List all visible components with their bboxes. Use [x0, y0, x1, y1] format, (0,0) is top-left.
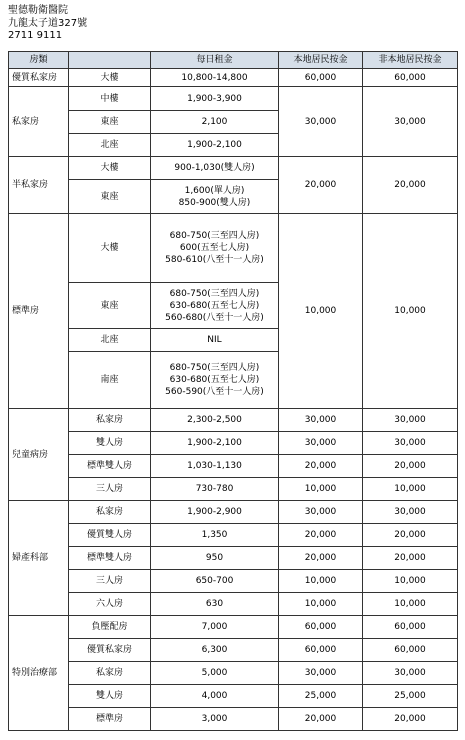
col-header-local-deposit: 本地居民按金: [279, 52, 363, 69]
local-deposit-cell: 20,000: [279, 455, 363, 478]
sub-type-cell: 私家房: [69, 409, 151, 432]
nonlocal-deposit-cell: 30,000: [363, 501, 458, 524]
nonlocal-deposit-cell: 10,000: [363, 478, 458, 501]
daily-rate-line: 7,000: [201, 622, 228, 632]
daily-rate-line: 1,900-2,100: [187, 438, 242, 448]
room-type-cell: 特別治療部: [9, 616, 69, 731]
table-row: [9, 214, 458, 283]
local-deposit-cell: 20,000: [279, 547, 363, 570]
table-row: [9, 69, 458, 87]
daily-rate-cell: [151, 639, 279, 662]
hospital-address: 九龍太子道327號: [8, 17, 88, 29]
table-row: [9, 87, 458, 111]
nonlocal-deposit-cell: 25,000: [363, 685, 458, 708]
table-row: [9, 593, 458, 616]
daily-rate-line: 900-1,030(雙人房): [174, 163, 255, 173]
daily-rate-line: 730-780: [195, 484, 234, 494]
daily-rate-cell: [151, 570, 279, 593]
nonlocal-deposit-cell: 10,000: [363, 214, 458, 409]
daily-rate-line: 5,000: [201, 668, 228, 678]
table-row: [9, 547, 458, 570]
table-row: [9, 455, 458, 478]
daily-rate-cell: [151, 409, 279, 432]
daily-rate-line: 6,300: [201, 645, 228, 655]
room-type-cell: 標準房: [9, 214, 69, 409]
nonlocal-deposit-cell: 20,000: [363, 157, 458, 214]
table-row: [9, 708, 458, 731]
daily-rate-cell: [151, 283, 279, 329]
sub-type-cell: 三人房: [69, 570, 151, 593]
daily-rate-cell: [151, 478, 279, 501]
daily-rate-cell: [151, 352, 279, 409]
sub-type-cell: 東座: [69, 111, 151, 134]
sub-type-cell: 東座: [69, 180, 151, 214]
col-header-sub: [69, 52, 151, 69]
hospital-name: 聖德勒衛醫院: [8, 5, 68, 16]
table-row: [9, 157, 458, 180]
sub-type-cell: 六人房: [69, 593, 151, 616]
local-deposit-cell: 20,000: [279, 524, 363, 547]
daily-rate-line: 950: [205, 553, 224, 563]
table-row: [9, 662, 458, 685]
hospital-header: [8, 5, 87, 43]
daily-rate-cell: [151, 111, 279, 134]
local-deposit-cell: 60,000: [279, 616, 363, 639]
daily-rate-cell: [151, 134, 279, 157]
sub-type-cell: 三人房: [69, 478, 151, 501]
daily-rate-line: 630-680(五至七人房): [169, 300, 260, 311]
sub-type-cell: 大樓: [69, 214, 151, 283]
local-deposit-cell: 10,000: [279, 478, 363, 501]
table-row: [9, 685, 458, 708]
sub-type-cell: 雙人房: [69, 685, 151, 708]
table-row: [9, 570, 458, 593]
local-deposit-cell: 30,000: [279, 501, 363, 524]
room-type-cell: 兒童病房: [9, 409, 69, 501]
daily-rate-cell: [151, 662, 279, 685]
nonlocal-deposit-cell: 20,000: [363, 708, 458, 731]
room-type-cell: 半私家房: [9, 157, 69, 214]
local-deposit-cell: 60,000: [279, 639, 363, 662]
nonlocal-deposit-cell: 30,000: [363, 87, 458, 157]
daily-rate-line: 650-700: [195, 576, 234, 586]
daily-rate-cell: [151, 685, 279, 708]
room-type-cell: 優質私家房: [9, 69, 69, 87]
nonlocal-deposit-cell: 30,000: [363, 432, 458, 455]
daily-rate-line: 1,600(單人房): [184, 185, 245, 196]
nonlocal-deposit-cell: 10,000: [363, 570, 458, 593]
local-deposit-cell: 20,000: [279, 708, 363, 731]
sub-type-cell: 標準雙人房: [69, 547, 151, 570]
col-header-room-type: 房類: [9, 52, 69, 69]
nonlocal-deposit-cell: 60,000: [363, 616, 458, 639]
daily-rate-line: 680-750(三至四人房): [169, 363, 260, 373]
local-deposit-cell: 30,000: [279, 409, 363, 432]
sub-type-cell: 南座: [69, 352, 151, 409]
table-row: [9, 432, 458, 455]
daily-rate-cell: [151, 547, 279, 570]
daily-rate-line: 1,350: [201, 530, 228, 540]
sub-type-cell: 私家房: [69, 662, 151, 685]
sub-type-cell: 優質雙人房: [69, 524, 151, 547]
sub-type-cell: 標準雙人房: [69, 455, 151, 478]
nonlocal-deposit-cell: 30,000: [363, 409, 458, 432]
daily-rate-line: 2,300-2,500: [187, 415, 242, 425]
daily-rate-line: 2,100: [201, 117, 228, 127]
nonlocal-deposit-cell: 60,000: [363, 639, 458, 662]
local-deposit-cell: 60,000: [279, 69, 363, 87]
col-header-daily-rate: 每日租金: [151, 52, 279, 69]
sub-type-cell: 大樓: [69, 157, 151, 180]
daily-rate-line: 1,900-3,900: [187, 93, 242, 104]
daily-rate-line: 630: [205, 599, 224, 609]
hospital-phone: 2711 9111: [8, 30, 63, 41]
table-row: [9, 639, 458, 662]
daily-rate-cell: [151, 524, 279, 547]
daily-rate-line: 680-750(三至四人房): [169, 231, 260, 241]
daily-rate-cell: [151, 616, 279, 639]
daily-rate-line: 560-680(八至十一人房): [165, 312, 264, 323]
nonlocal-deposit-cell: 20,000: [363, 547, 458, 570]
room-rate-table: [8, 51, 458, 731]
local-deposit-cell: 30,000: [279, 87, 363, 157]
daily-rate-line: 1,030-1,130: [187, 461, 242, 471]
sub-type-cell: 中樓: [69, 87, 151, 111]
sub-type-cell: 負壓配房: [69, 616, 151, 639]
daily-rate-cell: [151, 455, 279, 478]
daily-rate-cell: [151, 708, 279, 731]
daily-rate-line: 560-590(八至十一人房): [165, 387, 264, 397]
room-type-cell: 私家房: [9, 87, 69, 157]
sub-type-cell: 大樓: [69, 69, 151, 87]
local-deposit-cell: 10,000: [279, 570, 363, 593]
table-header-row: [9, 52, 458, 69]
local-deposit-cell: 30,000: [279, 432, 363, 455]
sub-type-cell: 北座: [69, 134, 151, 157]
sub-type-cell: 雙人房: [69, 432, 151, 455]
table-row: [9, 616, 458, 639]
table-row: [9, 409, 458, 432]
daily-rate-cell: [151, 501, 279, 524]
col-header-nonlocal-deposit: 非本地居民按金: [363, 52, 458, 69]
daily-rate-cell: [151, 329, 279, 352]
daily-rate-cell: [151, 432, 279, 455]
local-deposit-cell: 10,000: [279, 593, 363, 616]
sub-type-cell: 東座: [69, 283, 151, 329]
daily-rate-line: 1,900-2,900: [187, 507, 242, 517]
room-type-cell: 婦產科部: [9, 501, 69, 616]
daily-rate-line: NIL: [207, 335, 222, 345]
sub-type-cell: 私家房: [69, 501, 151, 524]
daily-rate-line: 680-750(三至四人房): [169, 288, 260, 299]
sub-type-cell: 優質私家房: [69, 639, 151, 662]
daily-rate-cell: [151, 87, 279, 111]
local-deposit-cell: 20,000: [279, 157, 363, 214]
sub-type-cell: 北座: [69, 329, 151, 352]
daily-rate-cell: [151, 180, 279, 214]
nonlocal-deposit-cell: 20,000: [363, 455, 458, 478]
nonlocal-deposit-cell: 60,000: [363, 69, 458, 87]
daily-rate-line: 600(五至七人房): [179, 243, 250, 253]
daily-rate-cell: [151, 214, 279, 283]
local-deposit-cell: 25,000: [279, 685, 363, 708]
nonlocal-deposit-cell: 20,000: [363, 524, 458, 547]
nonlocal-deposit-cell: 30,000: [363, 662, 458, 685]
table-row: [9, 501, 458, 524]
daily-rate-line: 850-900(雙人房): [178, 197, 251, 208]
daily-rate-line: 4,000: [201, 691, 228, 701]
daily-rate-cell: [151, 69, 279, 87]
table-body: [9, 69, 458, 731]
daily-rate-line: 580-610(八至十一人房): [165, 255, 264, 265]
daily-rate-line: 3,000: [201, 714, 228, 724]
daily-rate-cell: [151, 157, 279, 180]
table-row: [9, 524, 458, 547]
sub-type-cell: 標準房: [69, 708, 151, 731]
daily-rate-line: 10,800-14,800: [181, 72, 248, 83]
table-row: [9, 478, 458, 501]
daily-rate-cell: [151, 593, 279, 616]
nonlocal-deposit-cell: 10,000: [363, 593, 458, 616]
local-deposit-cell: 30,000: [279, 662, 363, 685]
daily-rate-line: 630-680(五至七人房): [169, 375, 260, 385]
daily-rate-line: 1,900-2,100: [187, 140, 242, 150]
local-deposit-cell: 10,000: [279, 214, 363, 409]
